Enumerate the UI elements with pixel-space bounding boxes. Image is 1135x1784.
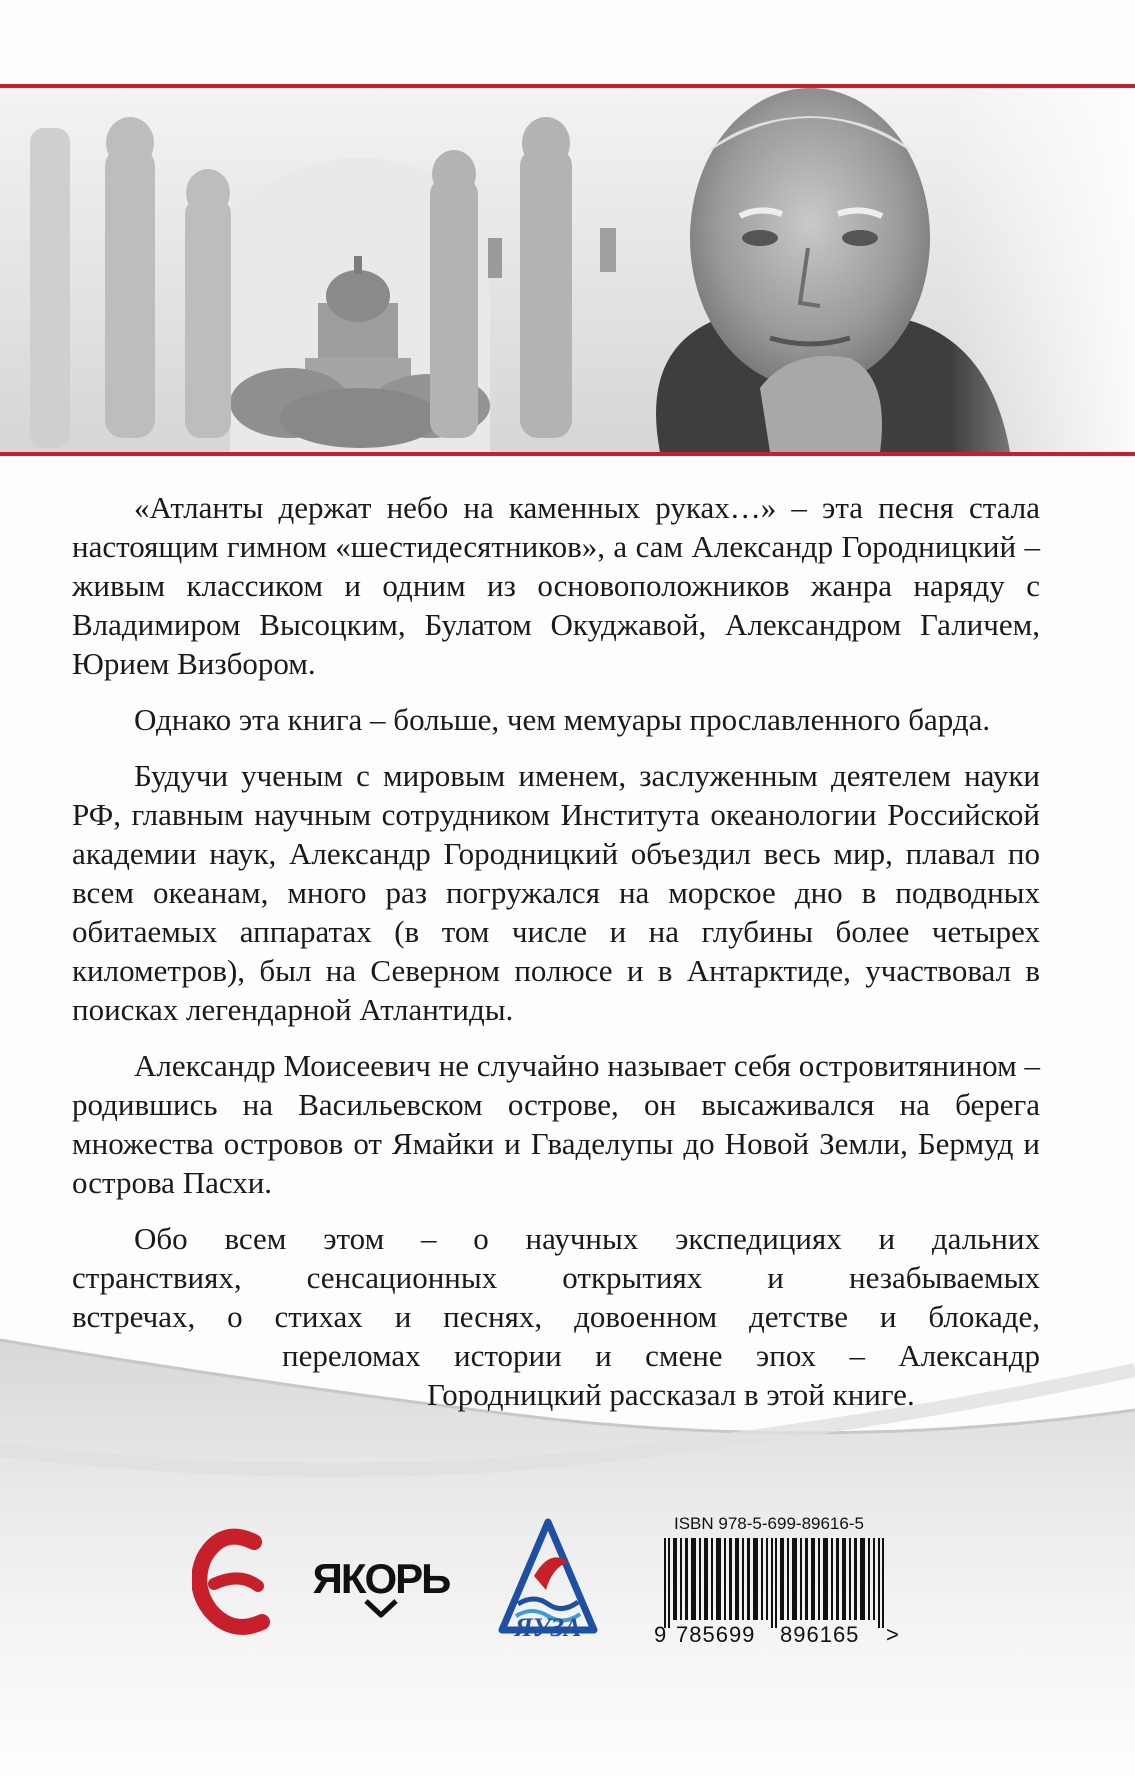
- isbn-label: ISBN 978-5-699-89616-5: [674, 1514, 864, 1533]
- eksmo-logo-icon: [192, 1528, 270, 1638]
- paragraph-5-line-2: странствиях, сенсационных открытиях и незабываемых: [72, 1260, 1040, 1295]
- yakor-logo-icon: [310, 1555, 452, 1613]
- paragraph-5: [72, 1219, 1040, 1414]
- yakor-logo-text: ЯКОРЬ: [312, 1555, 450, 1602]
- paragraph-5-line-4: переломах истории и смене эпох – Александр: [282, 1338, 1040, 1373]
- annotation-text: [72, 488, 1040, 1431]
- barcode-digits: [654, 1622, 916, 1648]
- bottom-red-rule: [0, 452, 1135, 456]
- paragraph-5-line-5: Городницкий рассказал в этой книге.: [427, 1377, 915, 1412]
- barcode-icon: [664, 1538, 886, 1628]
- paragraph-4: Александр Моисеевич не случайно называет себя островитянином – родившись на Васильевском острове, он высаживался на берега множества островов от Ямайки и Гваделупы до Новой Земли, Бермуд и острова Пасхи.: [72, 1048, 1040, 1200]
- paragraph-1: «Атланты держат небо на каменных руках…» – эта песня стала настоящим гимном «шестидесятников», а сам Александр Городницкий – живым классиком и одним из основоположников жанра наряду с Владимиром Высоцким, Булатом Окуджавой, Александром Галичем, Юрием Визбором.: [72, 490, 1040, 681]
- paragraph-2: Однако эта книга – больше, чем мемуары прославленного барда.: [134, 702, 991, 737]
- paragraph-5-line-1: Обо всем этом – о научных экспедициях и дальних: [134, 1221, 1040, 1256]
- yauza-logo-text: ЯУЗА: [514, 1613, 582, 1642]
- paragraph-3: Будучи ученым с мировым именем, заслуженным деятелем науки РФ, главным научным сотрудником Института океанологии Российской академии наук, Александр Городницкий объездил весь мир, плавал по всем океанам, много раз погружался на морское дно в подводных обитаемых аппаратах (в том числе и на глубины более четырех километров), был на Северном полюсе и в Антарктиде, участвовал в поисках легендарной Атлантиды.: [72, 758, 1040, 1027]
- yakor-chevron-icon: [364, 1599, 398, 1619]
- barcode-quiet-zone-mark: >: [886, 1622, 900, 1647]
- barcode-digit-lead: 9: [654, 1622, 668, 1647]
- paragraph-5-line-3: встречах, о стихах и песнях, довоенном детстве и блокаде,: [72, 1299, 1040, 1334]
- barcode-digit-group-1: 785699: [676, 1622, 756, 1647]
- barcode-digit-group-2: 896165: [780, 1622, 860, 1647]
- cover-photo-illustration: [0, 88, 1135, 452]
- yauza-logo-icon: [494, 1518, 602, 1642]
- cover-photo-band: [0, 88, 1135, 452]
